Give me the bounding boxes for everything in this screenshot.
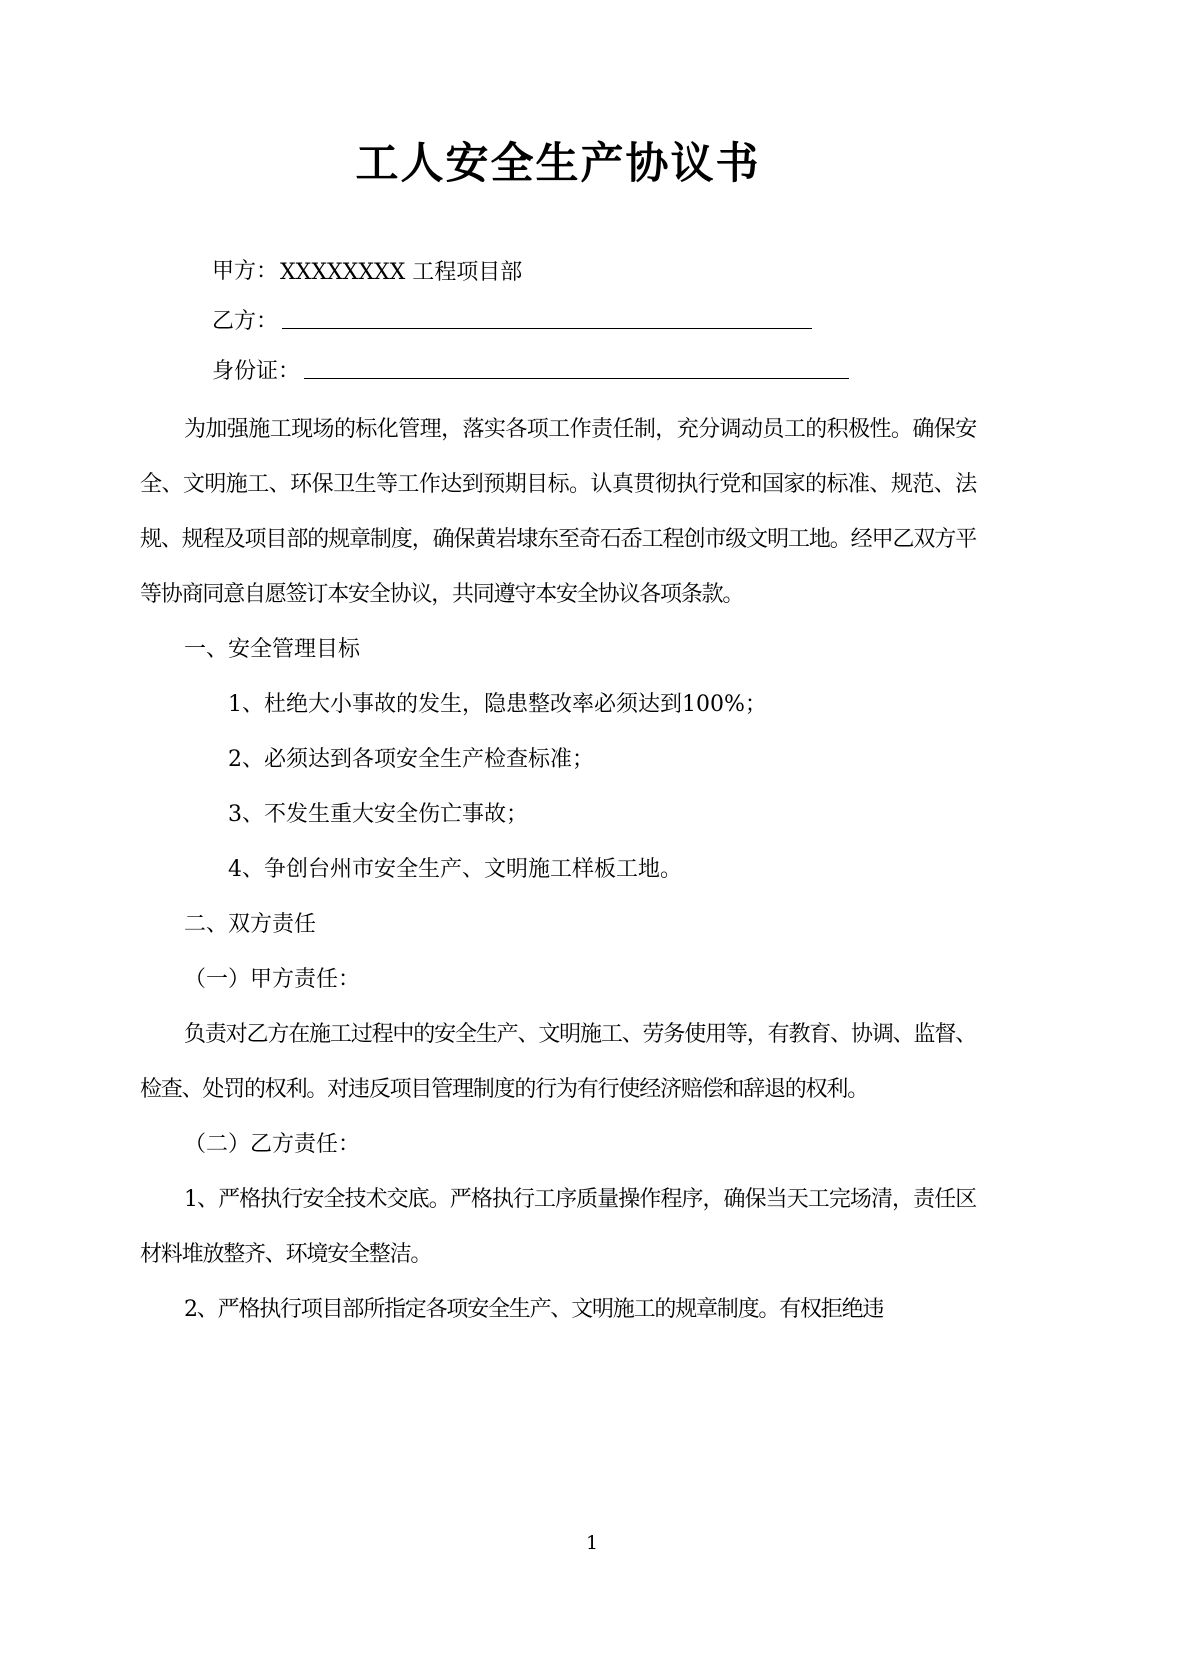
id-number-label: 身份证： <box>212 358 301 384</box>
document-body <box>140 402 976 1337</box>
subsection-heading-party-a: （一）甲方责任： <box>184 966 361 992</box>
party-b-label: 乙方： <box>212 308 279 334</box>
party-a-line <box>140 234 976 284</box>
section-heading-2: 二、双方责任 <box>184 911 317 937</box>
section-1-item-4: 4、争创台州市安全生产、文明施工样板工地。 <box>228 856 682 882</box>
party-b-line <box>140 284 976 334</box>
party-b-duty-item-1: 1、严格执行安全技术交底。严格执行工序质量操作程序，确保当天工完场清，责任区材料堆放整齐、环境安全整洁。 <box>140 1186 976 1267</box>
document-content <box>140 0 976 1337</box>
party-b-duty-item-2: 2、严格执行项目部所指定各项安全生产、文明施工的规章制度。有权拒绝违 <box>184 1296 884 1322</box>
section-1-item-1: 1、杜绝大小事故的发生，隐患整改率必须达到100%； <box>228 691 767 717</box>
section-1-item-2: 2、必须达到各项安全生产检查标准； <box>228 746 594 772</box>
id-number-line <box>140 334 976 384</box>
subsection-heading-party-b: （二）乙方责任： <box>184 1131 361 1157</box>
party-a-label: 甲方： <box>212 258 279 284</box>
section-1-item-3: 3、不发生重大安全伤亡事故； <box>228 801 528 827</box>
party-a-duties-paragraph: 负责对乙方在施工过程中的安全生产、文明施工、劳务使用等，有教育、协调、监督、检查、处罚的权利。对违反项目管理制度的行为有行使经济赔偿和辞退的权利。 <box>140 1021 976 1102</box>
party-info-block <box>140 234 976 384</box>
id-number-fill-blank[interactable] <box>304 378 849 379</box>
section-heading-1: 一、安全管理目标 <box>184 636 361 662</box>
preamble-paragraph: 为加强施工现场的标化管理，落实各项工作责任制，充分调动员工的积极性。确保安全、文明施工、环保卫生等工作达到预期目标。认真贯彻执行党和国家的标准、规范、法规、规程及项目部的规章制度，确保黄岩埭东至奇石岙工程创市级文明工地。经甲乙双方平等协商同意自愿签订本安全协议，共同遵守本安全协议各项条款。 <box>140 416 976 607</box>
party-a-value: XXXXXXXX 工程项目部 <box>280 259 523 285</box>
page-title: 工人安全生产协议书 <box>355 139 761 189</box>
page-number: 1 <box>585 1532 599 1554</box>
party-b-fill-blank[interactable] <box>282 328 812 329</box>
